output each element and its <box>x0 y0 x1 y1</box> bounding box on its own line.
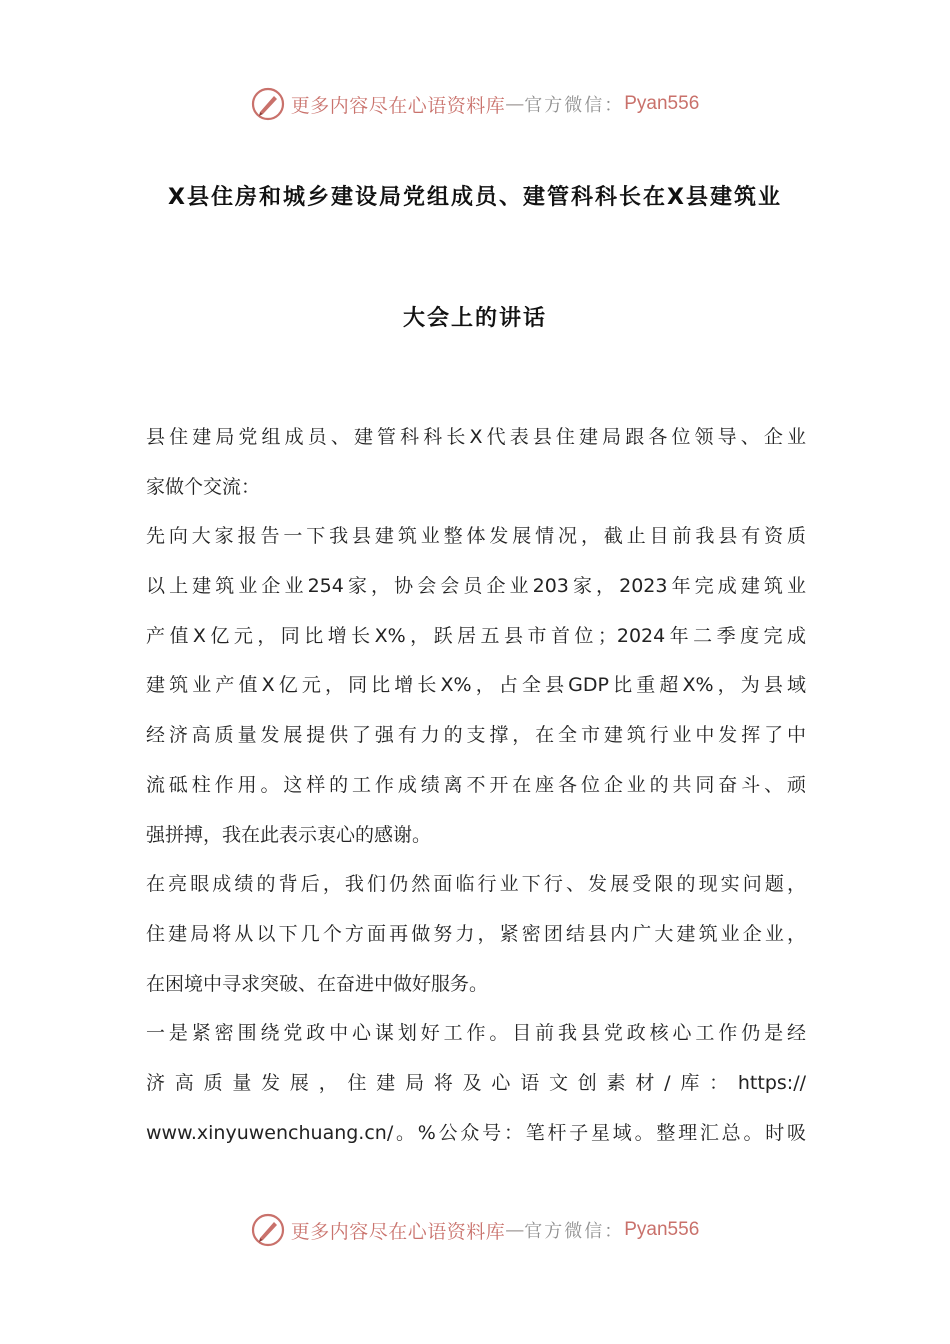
body-line: 流砥柱作用。这样的工作成绩离不开在座各位企业的共同奋斗、顽 <box>146 773 806 796</box>
watermark-separator: — <box>505 1219 525 1241</box>
body-line: 在困境中寻求突破、在奋进中做好服务。 <box>146 972 489 995</box>
pen-logo-icon <box>251 87 285 121</box>
body-line: 济高质量发展，住建局将及心语文创素材/库：https:// <box>146 1071 806 1094</box>
document-body <box>146 413 806 1158</box>
body-line: www.xinyuwenchuang.cn/。%公众号：笔杆子星域。整理汇总。时吸 <box>146 1121 806 1144</box>
header-watermark <box>0 84 950 124</box>
body-line: 建筑业产值X亿元，同比增长X%，占全县GDP比重超X%，为县域 <box>146 674 806 697</box>
watermark-wechat-id: Pyan556 <box>624 93 700 114</box>
watermark-main-text: 更多内容尽在心语资料库 <box>290 94 506 117</box>
body-line: 一是紧密围绕党政中心谋划好工作。目前我县党政核心工作仍是经 <box>146 1022 806 1045</box>
footer-watermark <box>0 1210 950 1250</box>
watermark-separator: — <box>505 93 525 115</box>
document-title-line2: 大会上的讲话 <box>402 306 547 331</box>
body-line: 先向大家报告一下我县建筑业整体发展情况，截止目前我县有资质 <box>146 525 806 548</box>
body-line: 家做个交流： <box>146 475 261 498</box>
watermark-wechat-label: 官方微信： <box>524 1221 625 1242</box>
body-line: 强拼搏，我在此表示衷心的感谢。 <box>146 823 432 846</box>
body-line: 住建局将从以下几个方面再做努力，紧密团结县内广大建筑业企业， <box>146 922 806 945</box>
pen-logo-icon <box>251 1213 285 1247</box>
body-line: 以上建筑业企业254家，协会会员企业203家，2023年完成建筑业 <box>146 575 806 598</box>
body-line: 经济高质量发展提供了强有力的支撑，在全市建筑行业中发挥了中 <box>146 724 806 747</box>
document-title-line1: X县住房和城乡建设局党组成员、建管科科长在X县建筑业 <box>168 185 782 210</box>
watermark-wechat-label: 官方微信： <box>524 95 625 116</box>
watermark-wechat-id: Pyan556 <box>624 1219 700 1240</box>
body-line: 产值X亿元，同比增长X%，跃居五县市首位；2024年二季度完成 <box>146 624 806 647</box>
watermark-main-text: 更多内容尽在心语资料库 <box>290 1220 506 1243</box>
body-line: 县住建局党组成员、建管科科长X代表县住建局跟各位领导、企业 <box>146 426 806 448</box>
body-line: 在亮眼成绩的背后，我们仍然面临行业下行、发展受限的现实问题， <box>146 873 806 896</box>
